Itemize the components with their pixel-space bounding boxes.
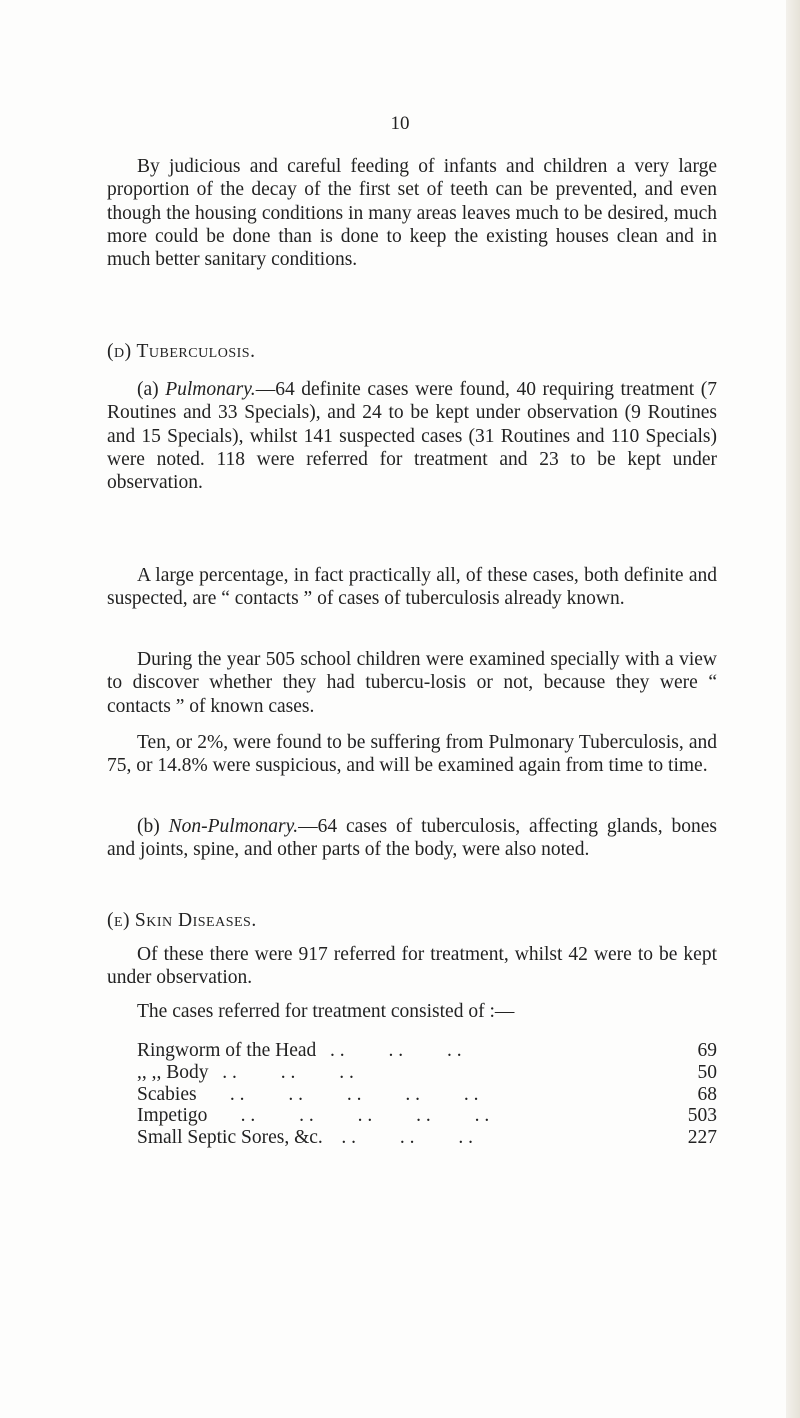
non-pulmonary-paragraph — [107, 815, 717, 862]
non-pulmonary-title: Non-Pulmonary. — [168, 816, 299, 837]
cases-table — [137, 1040, 717, 1149]
table-row — [137, 1040, 717, 1062]
table-row-label: Scabies — [137, 1083, 197, 1105]
section-d-marker: (d) — [107, 341, 132, 362]
table-row — [137, 1105, 717, 1127]
section-d-title: Tuberculosis. — [136, 341, 256, 362]
table-row-label: Small Septic Sores, &c. — [137, 1127, 323, 1149]
contacts-paragraph: A large percentage, in fact practically all, of these cases, both definite and suspected, are “ contacts ” of cases of tuberculosis already known. — [107, 565, 717, 610]
skin-diseases-paragraph: Of these there were 917 referred for treatment, whilst 42 were to be kept under observation. — [107, 944, 717, 989]
table-row — [137, 1084, 717, 1106]
section-e-heading — [107, 909, 257, 932]
table-row-value: 503 — [687, 1105, 717, 1127]
table-row-label: Impetigo — [137, 1105, 208, 1127]
table-row-value: 69 — [697, 1040, 717, 1061]
pulmonary-title: Pulmonary. — [165, 379, 256, 400]
table-row-leader: . . . . . . — [320, 1040, 462, 1061]
table-row — [137, 1062, 717, 1084]
section-e-title: Skin Diseases. — [134, 910, 257, 931]
intro-paragraph: By judicious and careful feeding of infants and children a very large proportion of the decay of the first set of teeth can be prevented, and even though the housing conditions in many areas leaves much to be desired, much more could be done than is done to keep the existing houses clean and in much better sanitary conditions. — [107, 156, 717, 271]
pulmonary-text: —64 definite cases were found, 40 requiring treatment (7 Routines and 33 Specials), and 24 to be kept under observation (9 Routines and 15 Specials), whilst 141 suspected cases (31 Routines and 110 Specials) were noted. 118 were referred for treatment and 23 to be kept under observation. — [107, 379, 717, 494]
table-row-leader: . . . . . . . . . . — [200, 1083, 479, 1105]
table-row-value: 68 — [697, 1083, 717, 1105]
table-row — [137, 1127, 717, 1149]
ten-paragraph: Ten, or 2%, were found to be suffering from Pulmonary Tuberculosis, and 75, or 14.8% were suspicious, and will be examined again from time to time. — [107, 732, 717, 777]
table-row-value: 50 — [697, 1061, 717, 1083]
table-row-leader: . . . . . . — [212, 1061, 354, 1083]
year-paragraph: During the year 505 school children were examined specially with a view to discover whether they had tubercu-losis or not, because they were “ contacts ” of known cases. — [107, 649, 717, 717]
page-number: 10 — [390, 113, 410, 134]
section-d-heading — [107, 340, 255, 363]
table-intro: The cases referred for treatment consisted of :— — [137, 1001, 515, 1022]
non-pulmonary-text: —64 cases of tuberculosis, affecting glands, bones and joints, spine, and other parts of the body, were also noted. — [107, 816, 718, 861]
table-row-label: Ringworm of the Head — [137, 1040, 317, 1061]
pulmonary-paragraph — [107, 378, 717, 494]
pulmonary-marker: (a) — [137, 379, 159, 400]
table-row-value: 227 — [687, 1127, 717, 1149]
section-e-marker: (e) — [107, 910, 131, 931]
table-row-label: ,, ,, Body — [137, 1061, 209, 1083]
page-edge-shadow — [786, 0, 800, 1418]
table-row-leader: . . . . . . — [326, 1127, 474, 1149]
non-pulmonary-marker: (b) — [137, 816, 160, 837]
table-row-leader: . . . . . . . . . . — [211, 1105, 490, 1127]
